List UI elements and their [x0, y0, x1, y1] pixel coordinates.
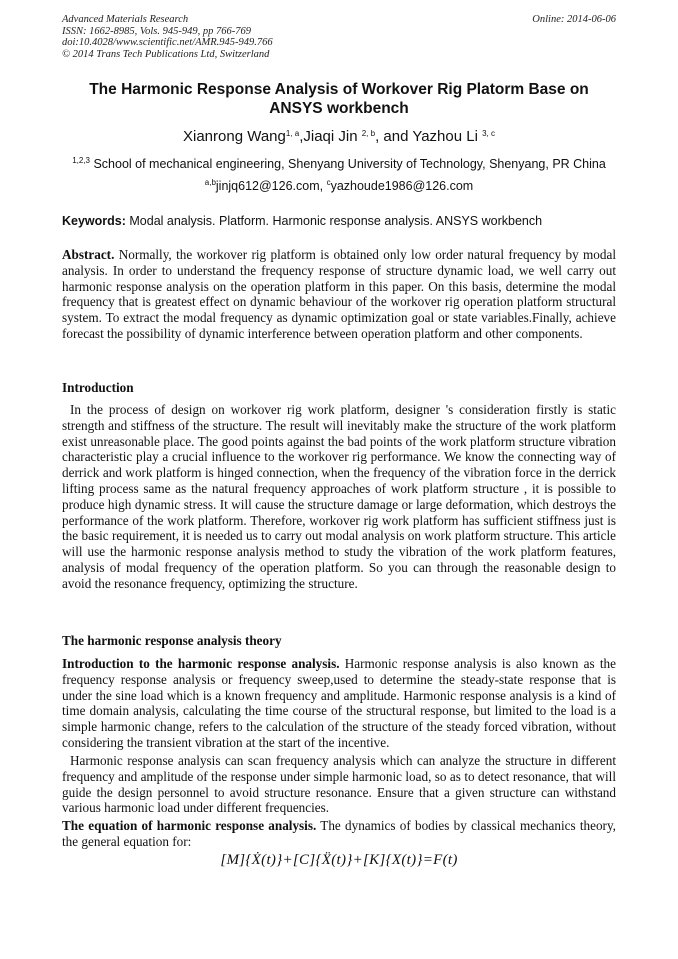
theory-p3-label: The equation of harmonic response analysis.	[62, 818, 317, 833]
author-1-marker: 1, a	[285, 129, 300, 138]
theory-p1-label: Introduction to the harmonic response analysis.	[62, 656, 340, 671]
keywords	[62, 213, 616, 229]
author-emails	[62, 178, 616, 194]
email-marker-ab: a,b	[204, 178, 216, 187]
affiliation	[62, 156, 616, 172]
abstract-label: Abstract.	[62, 247, 115, 262]
keywords-label: Keywords:	[62, 214, 126, 228]
section-heading-introduction: Introduction	[62, 380, 134, 395]
paper-title: The Harmonic Response Analysis of Workover Rig Platorm Base on ANSYS workbench	[89, 81, 589, 117]
issn-line: ISSN: 1662-8985, Vols. 945-949, pp 766-769	[62, 25, 251, 37]
journal-header	[62, 14, 616, 60]
author-3-marker: 3, c	[482, 129, 495, 138]
doi-line: doi:10.4028/www.scientific.net/AMR.945-949.766	[62, 37, 273, 48]
author-line	[62, 128, 616, 146]
email-ab[interactable]: jinjq612@126.com,	[215, 179, 327, 193]
abstract-text: Normally, the workover rig platform is obtained only low order natural frequency by modal analysis. In order to understand the frequency response of structure dynamic load, we well carry out harmonic response analysis on the operation platform in this paper. On this basis, determine the modal frequency that is greatest effect on dynamic behaviour of the workover rig operation platform structural system. To extract the modal frequency as dynamic optimization goal or state variables.Finally, achieve forecast the possibility of dynamic interference between operation platform and other components.	[62, 247, 616, 341]
introduction-paragraph: In the process of design on workover rig work platform, designer 's consideration firstly is static strength and stiffness of the structure. The result will inevitably make the structure of the work platform exist unreasonable place. The good points against the bad points of the work platform structure vibration characteristic play a crucial influence to the workover rig performance. We know the connecting way of derrick and work platform is hinged connection, when the frequency of the vibration force in the derrick lifting process same as the natural frequency approaches of work platform structure , it is possible to produce high dynamic stress. It will cause the structure damage or large deformation, which destroys the performance of the work platform. Therefore, workover rig work platform has sufficient stiffness just is the basic requirement, it is needed us to carry out modal analysis on work platform structure. This article will use the harmonic response analysis method to study the vibration of the work platform features, analysis of modal frequency of the operation platform. So you can through the reasonable design to avoid the resonance frequency, optimizing the structure.	[62, 402, 616, 591]
theory-paragraph-1	[62, 656, 616, 751]
email-c[interactable]: yazhoude1986@126.com	[330, 179, 474, 193]
author-1: Xianrong Wang	[183, 128, 286, 145]
journal-name: Advanced Materials Research	[62, 14, 189, 25]
theory-p1-text: Harmonic response analysis is also known as the frequency response analysis or frequency sweep,used to determine the steady-state response that is under the sine load which is a known frequency and amplitude. Harmonic response analysis is a kind of time domain analysis, calculating the time course of the structural response, but limited to the load is a simple harmonic change, refers to the calculation of the structure of the steady forced vibration, without considering the transient vibration at the start of the incentive.	[62, 656, 616, 750]
affiliation-marker: 1,2,3	[72, 156, 90, 165]
keywords-text: Modal analysis. Platform. Harmonic response analysis. ANSYS workbench	[125, 214, 543, 228]
theory-p3-text: The dynamics of bodies by classical mechanics theory, the general equation for:	[62, 818, 616, 849]
author-3: , and Yazhou Li	[375, 128, 483, 145]
copyright-line: © 2014 Trans Tech Publications Ltd, Switzerland	[62, 48, 270, 60]
theory-paragraph-3	[62, 818, 616, 850]
online-date: Online: 2014-06-06	[532, 14, 616, 25]
abstract	[62, 247, 616, 342]
affiliation-text: School of mechanical engineering, Shenyang University of Technology, Shenyang, PR China	[89, 157, 606, 171]
equation-of-motion: [M]{Ẋ(t)}+[C]{Ẍ(t)}+[K]{X(t)}=F(t)	[220, 852, 458, 868]
section-heading-theory: The harmonic response analysis theory	[62, 633, 282, 648]
author-2: ,Jiaqi Jin	[299, 128, 362, 145]
email-marker-c: c	[326, 178, 331, 187]
author-2-marker: 2, b	[361, 129, 376, 138]
theory-paragraph-2: Harmonic response analysis can scan frequency analysis which can analyze the structure in different frequency and amplitude of the response under simple harmonic load, so as to detect resonance, that will guide the design personnel to avoid structure resonance. Ensure that a given structure can withstand various harmonic load under different frequencies.	[62, 753, 616, 816]
